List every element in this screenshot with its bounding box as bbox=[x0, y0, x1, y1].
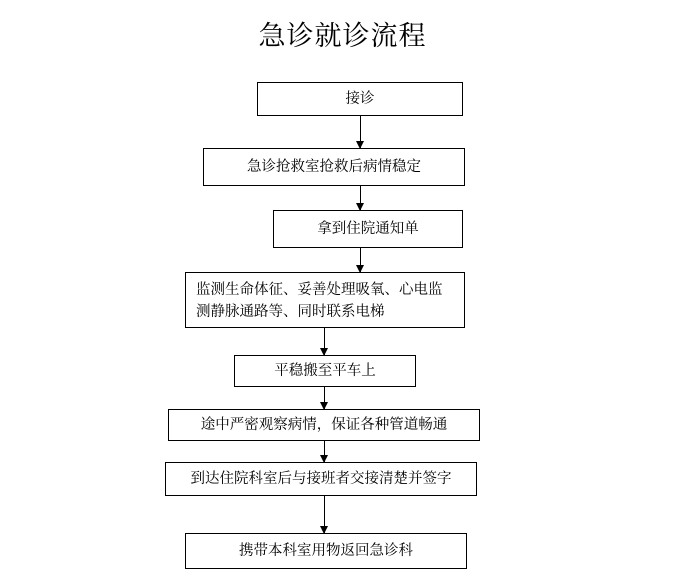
flow-node-6[interactable]: 途中严密观察病情，保证各种管道畅通 bbox=[168, 409, 480, 441]
flow-arrow-7 bbox=[324, 496, 325, 533]
flow-node-7[interactable]: 到达住院科室后与接班者交接清楚并签字 bbox=[165, 462, 477, 496]
flow-node-2[interactable]: 急诊抢救室抢救后病情稳定 bbox=[203, 148, 465, 186]
flow-node-4[interactable]: 监测生命体征、妥善处理吸氧、心电监测静脉通路等、同时联系电梯 bbox=[185, 272, 465, 328]
flow-node-5[interactable]: 平稳搬至平车上 bbox=[234, 355, 416, 387]
flow-node-3[interactable]: 拿到住院通知单 bbox=[273, 210, 463, 248]
flow-node-1[interactable]: 接诊 bbox=[257, 82, 463, 116]
page-title: 急诊就诊流程 bbox=[258, 21, 427, 51]
flow-arrow-3 bbox=[360, 248, 361, 272]
flow-arrow-6 bbox=[324, 441, 325, 462]
flow-arrow-5 bbox=[324, 387, 325, 409]
flow-arrow-4 bbox=[324, 328, 325, 355]
flow-arrow-1 bbox=[360, 116, 361, 148]
flow-node-8[interactable]: 携带本科室用物返回急诊科 bbox=[185, 533, 467, 569]
flow-arrow-2 bbox=[360, 186, 361, 210]
